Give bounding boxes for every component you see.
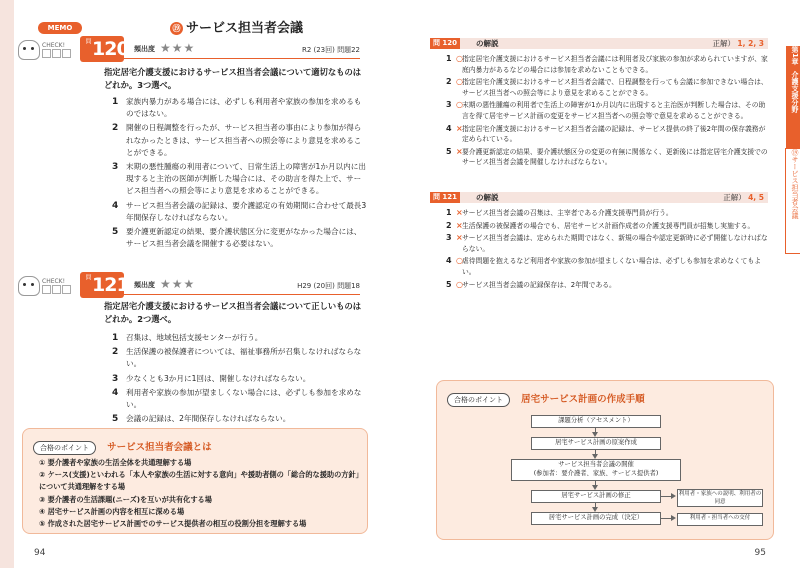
answer-row: 3 ○ 末期の悪性腫瘍の利用者で生活上の障害が1か月以内に出現すると主治医が判断した場合は、その助言を得て居宅サービス計画の変更をサービス担当者への照会等で意見を求めることができる。 <box>446 100 766 120</box>
question-source: R2 (23回) 問題22 <box>301 46 360 54</box>
frequency-stars: ★★★ <box>160 277 196 291</box>
check-box-group[interactable] <box>42 278 72 296</box>
key-point-header <box>33 435 212 451</box>
frequency-stars: ★★★ <box>160 41 196 55</box>
answer-title: の解説 <box>476 39 499 48</box>
list-item: ④ 居宅サービス計画の内容を相互に深める場 <box>39 506 185 516</box>
key-point-tag: 合格のポイント <box>447 393 510 407</box>
list-item: ② ケース(支援)といわれる「本人や家族の生活に対する意向」や援助者側の「総合的な援助の方針」について共通理解をする場 <box>39 470 363 492</box>
question-120-options <box>112 96 368 252</box>
answer-row: 5 × 要介護更新認定の結果、要介護状態区分の変更の有無に関係なく、更新後には指定居宅介護支援でのサービス担当者会議を開催しなければならない。 <box>446 146 768 167</box>
flowchart-header <box>447 387 645 403</box>
frequency-label: 頻出度 <box>134 45 155 53</box>
answer-121-header <box>430 192 768 204</box>
option-item: 4 利用者や家族の参加が望ましくない場合には、必ずしも参加を求めない。 <box>112 387 362 410</box>
option-item: 3 少なくとも3か月に1回は、開催しなければならない。 <box>112 373 311 384</box>
flow-step-final: 居宅サービス計画の完成（決定） <box>531 512 661 525</box>
question-number: 120 <box>92 38 129 60</box>
answer-121-list <box>430 208 770 292</box>
answer-120-header <box>430 38 768 50</box>
answer-row: 1 ○ 指定居宅介護支援におけるサービス担当者会議には利用者及び家族の参加が求められていますが、家庭内暴力があるなどの場合には参加を求めないこともできる。 <box>446 54 768 74</box>
key-point-title: サービス担当者会議とは <box>107 442 212 453</box>
frequency-label: 頻出度 <box>134 281 155 289</box>
flow-step-revision: 居宅サービス計画の修正 <box>531 490 661 503</box>
answer-row: 2 ○ 指定居宅介護支援におけるサービス担当者会議で、日程調整を行っても会議に参加できない場合は、サービス担当者への照会等により意見を求めることができる。 <box>446 77 768 97</box>
left-margin-strip <box>0 0 14 568</box>
check-boxes[interactable] <box>42 49 72 60</box>
flow-note-consent: 利用者・家族への説明、利用者の同意 <box>678 491 762 505</box>
badge-label: 問 <box>84 38 91 44</box>
answer-row: 4 ○ 虐待問題を抱えるなど利用者や家族の参加が望ましくない場合は、必ずしも参加を求めなくてもよい。 <box>446 256 762 276</box>
answer-row: 1 × サービス担当者会議の召集は、主宰者である介護支援専門員が行う。 <box>446 208 673 217</box>
answer-tag: 問 120 <box>430 38 460 49</box>
option-item: 5 要介護更新認定の結果、要介護状態区分に変更がなかった場合には、サービス担当者会議を開催する必要はない。 <box>112 227 362 249</box>
key-point-tag: 合格のポイント <box>33 441 96 455</box>
answer-row: 2 × 生活保護の被保護者の場合でも、居宅サービス計画作成者の介護支援専門員が招集し実施する。 <box>446 220 755 230</box>
answer-row: 4 × 指定居宅介護支援におけるサービス担当者会議の記録は、サービス提供の終了後2年間の保存義務が定められている。 <box>446 123 766 144</box>
flow-step-draft: 居宅サービス計画の原案作成 <box>531 437 661 450</box>
answer-row: 3 × サービス担当者会議は、定められた期間ではなく、新規の場合や認定更新時に必ず開催しなければならない。 <box>446 233 768 253</box>
section-side-tab: ⑲サービス担当者会議 <box>785 148 800 254</box>
question-121-header <box>84 274 360 296</box>
check-label: CHECK! <box>42 278 66 285</box>
question-number: 121 <box>92 274 129 296</box>
chapter-subtitle: 介護支援分野 <box>791 71 799 114</box>
flowchart-title: 居宅サービス計画の作成手順 <box>521 394 645 405</box>
answer-120-list <box>430 54 770 170</box>
option-item: 1 家族内暴力がある場合には、必ずしも利用者や家族の参加を求めるものではない。 <box>112 97 362 119</box>
badge-label: 問 <box>84 274 91 280</box>
answer-title: の解説 <box>476 193 499 202</box>
check-label: CHECK! <box>42 42 66 49</box>
flow-step-assessment: 課題分析（アセスメント） <box>531 415 661 428</box>
option-item: 2 開催の日程調整を行ったが、サービス担当者の事由により参加が得られなかったときは、サービス担当者への照会等により意見を求めることができる。 <box>112 123 362 157</box>
section-title <box>170 17 303 36</box>
option-item: 2 生活保護の被保護者については、福祉事務所が召集しなければならない。 <box>112 347 362 369</box>
list-item: ⑤ 作成された居宅サービス計画でのサービス提供者の相互の役割分担を理解する場 <box>39 519 307 529</box>
option-item: 3 末期の悪性腫瘍の利用者について、日常生活上の障害が1か月以内に出現すると主治の医師が判断した場合には、その助言を得た上で、サービス担当者への照会等により意見を求めることができる。 <box>112 162 366 196</box>
option-item: 1 召集は、地域包括支援センターが行う。 <box>112 333 263 343</box>
mascot-icon <box>18 276 40 296</box>
question-121-options <box>112 332 368 427</box>
question-120-header <box>84 38 360 60</box>
option-item: 4 サービス担当者会議の記録は、要介護認定の有効期間に合わせて最長3年間保存しなければならない。 <box>112 200 367 222</box>
check-box-group[interactable] <box>42 42 72 60</box>
key-point-list <box>39 457 363 530</box>
question-source: H29 (20回) 問題18 <box>297 282 360 290</box>
answer-row: 5 ○ サービス担当者会議の記録保存は、2年間である。 <box>446 279 616 289</box>
option-item: 5 会議の記録は、2年間保存しなければならない。 <box>112 414 291 425</box>
chapter-label: 第1章 <box>791 46 799 65</box>
memo-label: MEMO <box>38 22 82 34</box>
section-number: ⑲ <box>170 22 183 35</box>
flow-step-meeting: サービス担当者会議の開催 (参加者：要介護者、家族、サービス提供者) <box>511 459 681 481</box>
list-item: ① 要介護者や家族の生活全体を共通理解する場 <box>39 458 192 467</box>
page-number: 95 <box>754 548 766 558</box>
flowchart-box <box>436 380 774 540</box>
answer-value: 正解） 1, 2, 3 <box>712 39 764 48</box>
question-badge <box>80 36 129 62</box>
question-120-text: 指定居宅介護支援におけるサービス担当者会議について適切なものはどれか。3つ選べ。 <box>104 67 362 90</box>
check-boxes[interactable] <box>42 285 72 296</box>
key-point-box <box>22 428 368 534</box>
list-item: ③ 要介護者の生活課題(ニーズ)を互いが共有化する場 <box>39 494 212 504</box>
flow-note-delivery: 利用者・担当者への交付 <box>677 513 763 526</box>
question-121-text: 指定居宅介護支援におけるサービス担当者会議について正しいものはどれか。2つ選べ。 <box>104 301 362 324</box>
section-title-text: サービス担当者会議 <box>186 21 304 36</box>
question-badge <box>80 272 129 298</box>
mascot-icon <box>18 40 40 60</box>
right-page <box>400 0 800 568</box>
page-number: 94 <box>34 548 46 558</box>
answer-tag: 問 121 <box>430 192 460 203</box>
answer-value: 正解） 4, 5 <box>723 193 764 202</box>
